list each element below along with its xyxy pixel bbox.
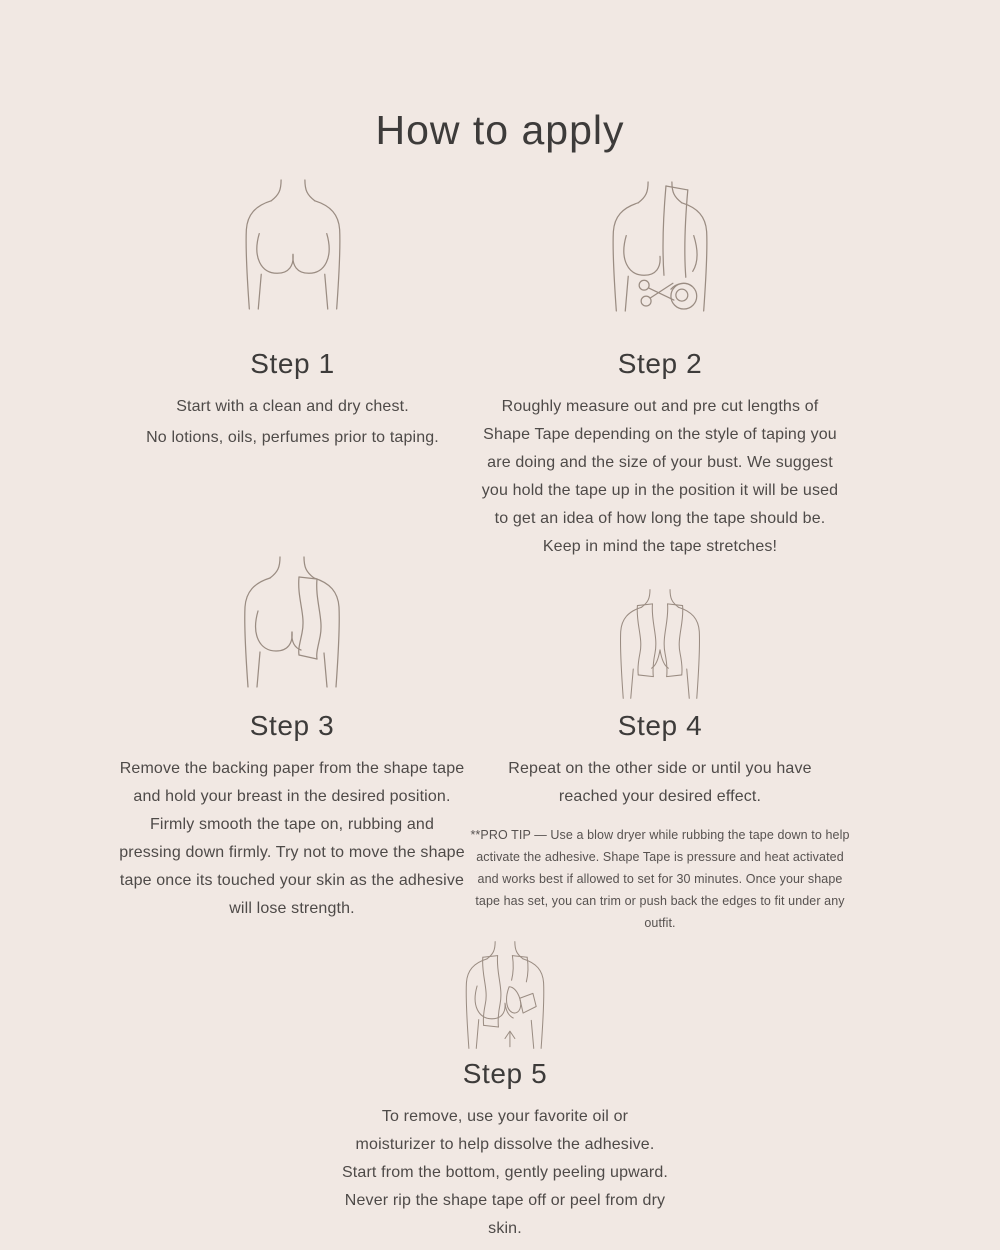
step-2-paragraph: Roughly measure out and pre cut lengths of Shape Tape depending on the style of taping you are doing and the size of your bust. We suggest you hold the tape up in the position it will be used to get an idea of how long the tape should be. Keep in mind the tape stretches! xyxy=(481,398,839,555)
step-1-block xyxy=(125,178,460,455)
torso-measure-cut-illustration-icon xyxy=(604,180,716,313)
step-4-block xyxy=(468,553,852,934)
page-title: How to apply xyxy=(375,107,625,154)
step-2-illustration-wrap xyxy=(478,178,842,348)
step-2-heading: Step 2 xyxy=(617,348,703,379)
step-1-illustration-wrap xyxy=(125,178,460,348)
step-4-heading: Step 4 xyxy=(617,710,703,741)
step-4-paragraph: Repeat on the other side or until you have reached your desired effect. xyxy=(508,760,812,805)
step-1-body xyxy=(125,393,460,452)
step-1-paragraph: Start with a clean and dry chest. xyxy=(176,398,409,415)
step-5-body xyxy=(335,1103,675,1243)
torso-tape-both-sides-illustration-icon xyxy=(604,588,716,700)
step-5-illustration-wrap xyxy=(335,946,675,1058)
torso-tape-one-side-illustration-icon xyxy=(236,553,348,691)
step-3-paragraph: Remove the backing paper from the shape tape and hold your breast in the desired position. Firmly smooth the tape on, rubbing and pressing down firmly. Try not to move the shape tape once its touched your skin as the adhesive will lose strength. xyxy=(119,760,465,917)
step-2-body xyxy=(478,393,842,561)
torso-peel-remove-illustration-icon xyxy=(449,940,561,1050)
step-5-paragraph: To remove, use your favorite oil or moisturizer to help dissolve the adhesive. Start from the bottom, gently peeling upward. Never rip the shape tape off or peel from dry skin. xyxy=(341,1108,669,1237)
step-3-heading: Step 3 xyxy=(249,710,335,741)
step-1-paragraph: No lotions, oils, perfumes prior to taping. xyxy=(146,429,439,446)
step-4-illustration-wrap xyxy=(468,553,852,710)
step-4-body xyxy=(468,755,852,811)
step-3-body xyxy=(118,755,466,923)
torso-bare-illustration-icon xyxy=(237,178,349,311)
step-5-heading: Step 5 xyxy=(462,1058,548,1089)
step-5-block xyxy=(335,946,675,1246)
step-1-heading: Step 1 xyxy=(250,348,335,379)
step-2-block xyxy=(478,178,842,564)
step-4-pro-tip: **PRO TIP — Use a blow dryer while rubbing the tape down to help activate the adhesive. Shape Tape is pressure and heat activated and works best if allowed to set for 30 minutes. Once your shape tape has set, you can trim or push back the edges to fit under any outfit. xyxy=(470,828,850,930)
step-3-block xyxy=(118,553,466,926)
step-3-illustration-wrap xyxy=(118,553,466,710)
